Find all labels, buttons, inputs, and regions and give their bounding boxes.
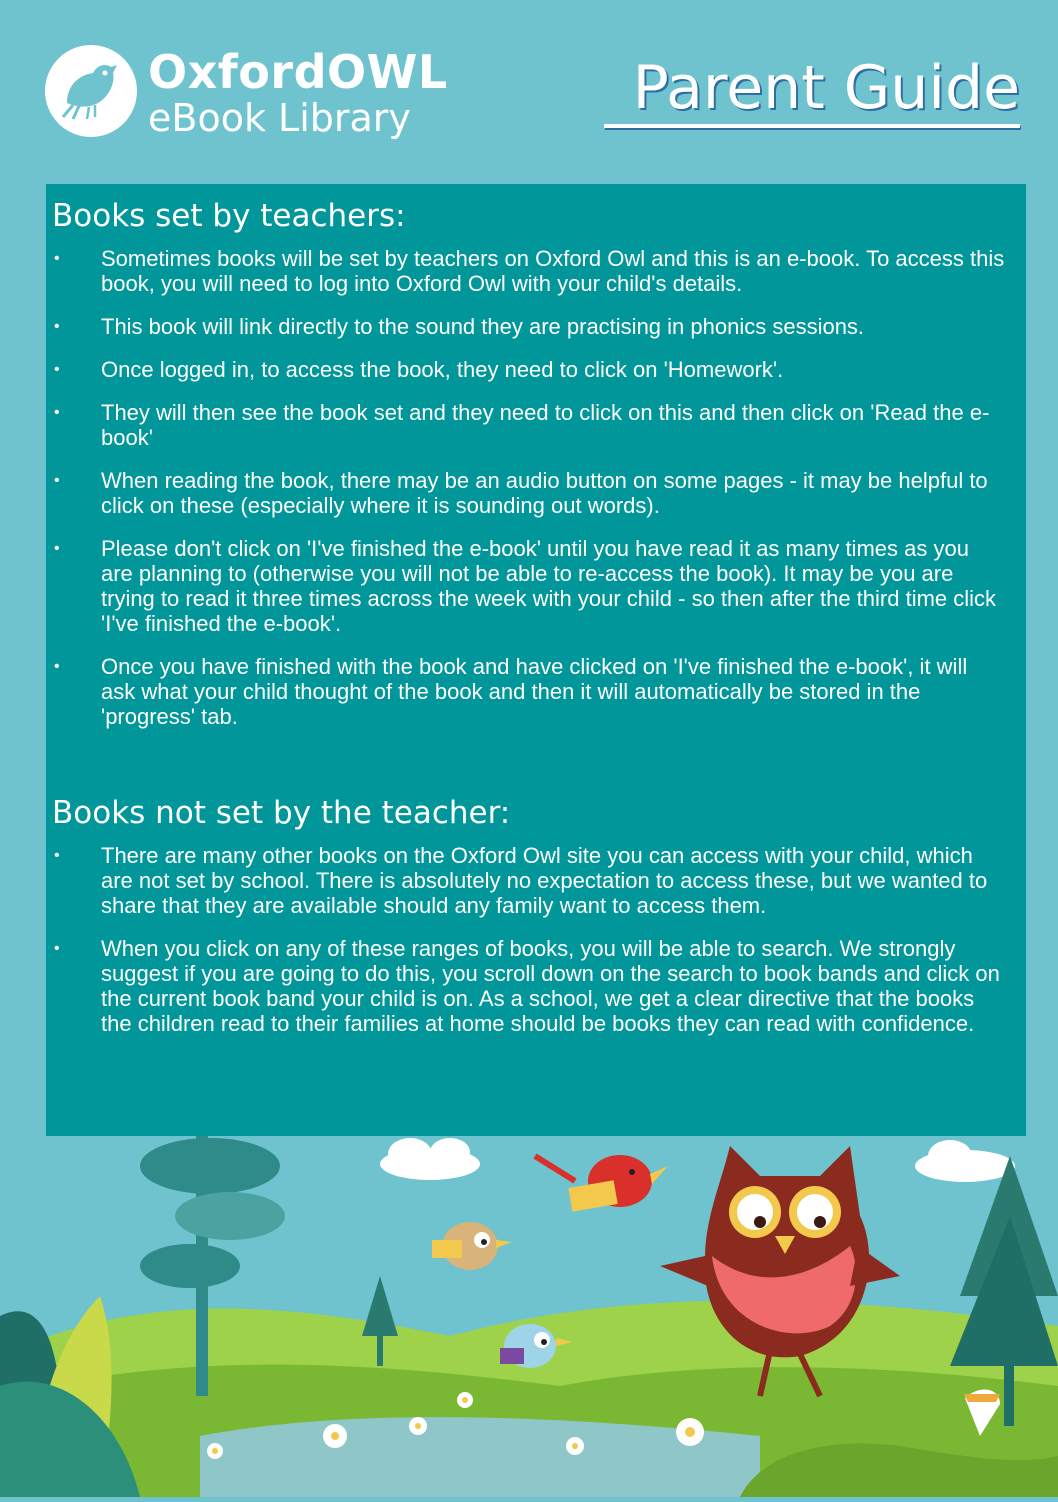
- bird-icon: [432, 1222, 512, 1270]
- bird-icon: [535, 1155, 668, 1212]
- cloud-icon: [380, 1138, 480, 1180]
- owl-logo-icon: [45, 45, 137, 137]
- list-item: • When reading the book, there may be an audio button on some pages - it may be helpful to click on these (especially where it is sounding out words).: [54, 468, 988, 518]
- list-item: • They will then see the book set and they need to click on this and then click on 'Read the e-book': [54, 400, 990, 450]
- brand-subtitle: eBook Library: [148, 96, 411, 140]
- brand-logo-text: OxfordOWL: [148, 45, 448, 99]
- illustration-scene: [0, 1136, 1058, 1497]
- section-heading-set-by-teachers: Books set by teachers:: [52, 198, 406, 234]
- list-item-text: Once you have finished with the book and have clicked on 'I've finished the e-book', it will ask what your child thought of the book and then it will automatically be stored in the 'progress' tab.: [101, 654, 968, 729]
- list-item-text: Sometimes books will be set by teachers on Oxford Owl and this is an e-book. To access this book, you will need to log into Oxford Owl with your child's details.: [101, 246, 1005, 296]
- section-heading-not-set-by-teacher: Books not set by the teacher:: [52, 795, 511, 831]
- list-item-text: They will then see the book set and they need to click on this and then click on 'Read the e-book': [101, 400, 990, 450]
- list-item-text: When reading the book, there may be an audio button on some pages - it may be helpful to click on these (especially where it is sounding out words).: [101, 468, 988, 518]
- list-item: • When you click on any of these ranges of books, you will be able to search. We strongly suggest if you are going to do this, you scroll down on the search to book bands and click on the current book band your child is on. As a school, we get a clear directive that the books the children read to their families at home should be books they can read with confidence.: [54, 936, 1000, 1036]
- list-item: • There are many other books on the Oxford Owl site you can access with your child, which are not set by school. There is absolutely no expectation to access these, but we wanted to share that they are available should any family want to access them.: [54, 843, 988, 918]
- page-title: Parent Guide: [632, 53, 1020, 123]
- content-panel: [46, 184, 1026, 1136]
- page-header: [0, 0, 1058, 170]
- list-item: • Sometimes books will be set by teachers on Oxford Owl and this is an e-book. To access this book, you will need to log into Oxford Owl with your child's details.: [54, 246, 1005, 296]
- bullet-list-not-set-by-teacher: [52, 843, 1006, 1036]
- list-item-text: There are many other books on the Oxford Owl site you can access with your child, which are not set by school. There is absolutely no expectation to access these, but we wanted to share that they are available should any family want to access them.: [101, 843, 988, 918]
- list-item-text: Once logged in, to access the book, they need to click on 'Homework'.: [101, 357, 784, 382]
- list-item-text: Please don't click on 'I've finished the e-book' until you have read it as many times as you are planning to (otherwise you will not be able to re-access the book). It may be you are trying to read it three times across the week with your child - so then after the third time click 'I've finished the e-book'.: [101, 536, 997, 636]
- list-item: • This book will link directly to the sound they are practising in phonics sessions.: [54, 314, 865, 339]
- list-item: • Once logged in, to access the book, they need to click on 'Homework'.: [54, 357, 784, 382]
- bullet-list-set-by-teachers: [52, 246, 1006, 729]
- list-item: • Once you have finished with the book and have clicked on 'I've finished the e-book', it will ask what your child thought of the book and then it will automatically be stored in the 'progress' tab.: [54, 654, 968, 729]
- list-item-text: This book will link directly to the sound they are practising in phonics sessions.: [101, 314, 865, 339]
- title-underline: [604, 124, 1020, 128]
- list-item: • Please don't click on 'I've finished the e-book' until you have read it as many times as you are planning to (otherwise you will not be able to re-access the book). It may be you are trying to read it three times across the week with your child - so then after the third time click 'I've finished the e-book'.: [54, 536, 997, 636]
- cloud-icon: [915, 1140, 1015, 1182]
- list-item-text: When you click on any of these ranges of books, you will be able to search. We strongly suggest if you are going to do this, you scroll down on the search to book bands and click on the current book band your child is on. As a school, we get a clear directive that the books the children read to their families at home should be books they can read with confidence.: [101, 936, 1000, 1036]
